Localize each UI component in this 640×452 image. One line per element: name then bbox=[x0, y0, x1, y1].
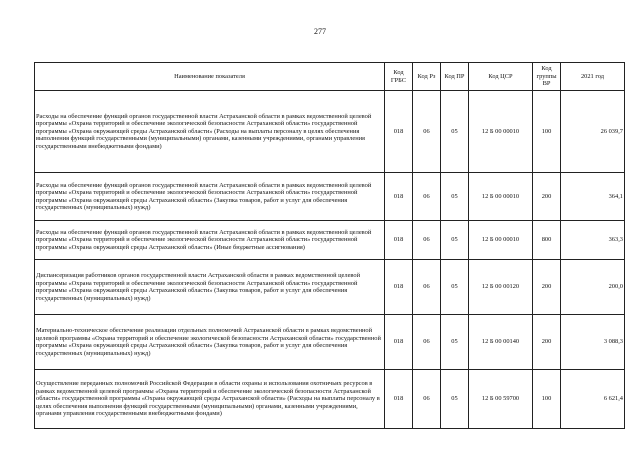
row-amount: 3 088,3 bbox=[561, 315, 625, 370]
header-pr-code: Код ПР bbox=[441, 63, 469, 91]
header-rz-code: Код Рз bbox=[413, 63, 441, 91]
row-rz-code: 06 bbox=[413, 91, 441, 173]
row-vr-code: 200 bbox=[533, 260, 561, 315]
row-pr-code: 05 bbox=[441, 221, 469, 260]
table-header-row bbox=[35, 63, 625, 91]
row-pr-code: 05 bbox=[441, 91, 469, 173]
table-row bbox=[35, 91, 625, 173]
header-year-2021: 2021 год bbox=[561, 63, 625, 91]
row-rz-code: 06 bbox=[413, 315, 441, 370]
row-amount: 26 039,7 bbox=[561, 91, 625, 173]
row-amount: 6 621,4 bbox=[561, 370, 625, 429]
row-grbs-code: 018 bbox=[385, 315, 413, 370]
row-rz-code: 06 bbox=[413, 173, 441, 221]
row-rz-code: 06 bbox=[413, 370, 441, 429]
table-row bbox=[35, 260, 625, 315]
row-indicator-name: Диспансеризация работников органов государственной власти Астраханской области в рамках ведомственной целевой программы «Охрана территорий и обеспечение экологической безопасности Астраханской области» государственной программы «Охрана окружающей среды Астраханской области» (Закупка товаров, работ и услуг для обеспечения государственных (муниципальных) нужд) bbox=[35, 260, 385, 315]
table-row bbox=[35, 173, 625, 221]
header-csr-code: Код ЦСР bbox=[469, 63, 533, 91]
row-grbs-code: 018 bbox=[385, 370, 413, 429]
row-indicator-name: Расходы на обеспечение функций органов государственной власти Астраханской области в рамках ведомственной целевой программы «Охрана территорий и обеспечение экологической безопасности Астраханской области» государственной программы «Охрана окружающей среды Астраханской области» (Иные бюджетные ассигнования) bbox=[35, 221, 385, 260]
row-csr-code: 12 Б 00 00010 bbox=[469, 221, 533, 260]
row-pr-code: 05 bbox=[441, 315, 469, 370]
header-indicator-name: Наименование показателя bbox=[35, 63, 385, 91]
table-row bbox=[35, 370, 625, 429]
row-pr-code: 05 bbox=[441, 260, 469, 315]
row-indicator-name: Расходы на обеспечение функций органов государственной власти Астраханской области в рамках ведомственной целевой программы «Охрана территорий и обеспечение экологической безопасности Астраханской области» государственной программы «Охрана окружающей среды Астраханской области» (Расходы на выплаты персоналу в целях обеспечения выполнения функций государственными (муниципальными) органами, казенными учреждениями, органами управления государственными внебюджетными фондами) bbox=[35, 91, 385, 173]
row-grbs-code: 018 bbox=[385, 173, 413, 221]
row-amount: 200,0 bbox=[561, 260, 625, 315]
row-indicator-name: Осуществление переданных полномочий Российской Федерации в области охраны и использования охотничьих ресурсов в рамках ведомственной целевой программы «Охрана территорий и обеспечение экологической безопасности Астраханской области» государственной программы «Охрана окружающей среды Астраханской области» (Расходы на выплаты персоналу в целях обеспечения выполнения функций государственными (муниципальными) органами, казенными учреждениями, органами управления государственными внебюджетными фондами) bbox=[35, 370, 385, 429]
page-number: 277 bbox=[314, 27, 326, 36]
row-rz-code: 06 bbox=[413, 260, 441, 315]
header-vr-group-code: Код группы ВР bbox=[533, 63, 561, 91]
row-vr-code: 100 bbox=[533, 91, 561, 173]
row-indicator-name: Материально-техническое обеспечение реализации отдельных полномочий Астраханской области в рамках ведомственной целевой программы «Охрана территорий и обеспечение экологической безопасности Астраханской области» государственной программы «Охрана окружающей среды Астраханской области» (Закупка товаров, работ и услуг для обеспечения государственных (муниципальных) нужд) bbox=[35, 315, 385, 370]
row-vr-code: 800 bbox=[533, 221, 561, 260]
table-row bbox=[35, 315, 625, 370]
header-grbs-code: Код ГРБС bbox=[385, 63, 413, 91]
row-amount: 363,3 bbox=[561, 221, 625, 260]
row-csr-code: 12 Б 00 00120 bbox=[469, 260, 533, 315]
row-pr-code: 05 bbox=[441, 370, 469, 429]
row-pr-code: 05 bbox=[441, 173, 469, 221]
row-csr-code: 12 Б 00 00140 bbox=[469, 315, 533, 370]
budget-table bbox=[34, 62, 625, 429]
row-amount: 364,1 bbox=[561, 173, 625, 221]
row-rz-code: 06 bbox=[413, 221, 441, 260]
row-grbs-code: 018 bbox=[385, 221, 413, 260]
row-grbs-code: 018 bbox=[385, 91, 413, 173]
row-vr-code: 100 bbox=[533, 370, 561, 429]
table-row bbox=[35, 221, 625, 260]
row-grbs-code: 018 bbox=[385, 260, 413, 315]
row-csr-code: 12 Б 00 00010 bbox=[469, 173, 533, 221]
row-csr-code: 12 Б 00 00010 bbox=[469, 91, 533, 173]
row-vr-code: 200 bbox=[533, 315, 561, 370]
row-indicator-name: Расходы на обеспечение функций органов государственной власти Астраханской области в рамках ведомственной целевой программы «Охрана территорий и обеспечение экологической безопасности Астраханской области» государственной программы «Охрана окружающей среды Астраханской области» (Закупка товаров, работ и услуг для обеспечения государственных (муниципальных) нужд) bbox=[35, 173, 385, 221]
row-vr-code: 200 bbox=[533, 173, 561, 221]
row-csr-code: 12 Б 00 59700 bbox=[469, 370, 533, 429]
